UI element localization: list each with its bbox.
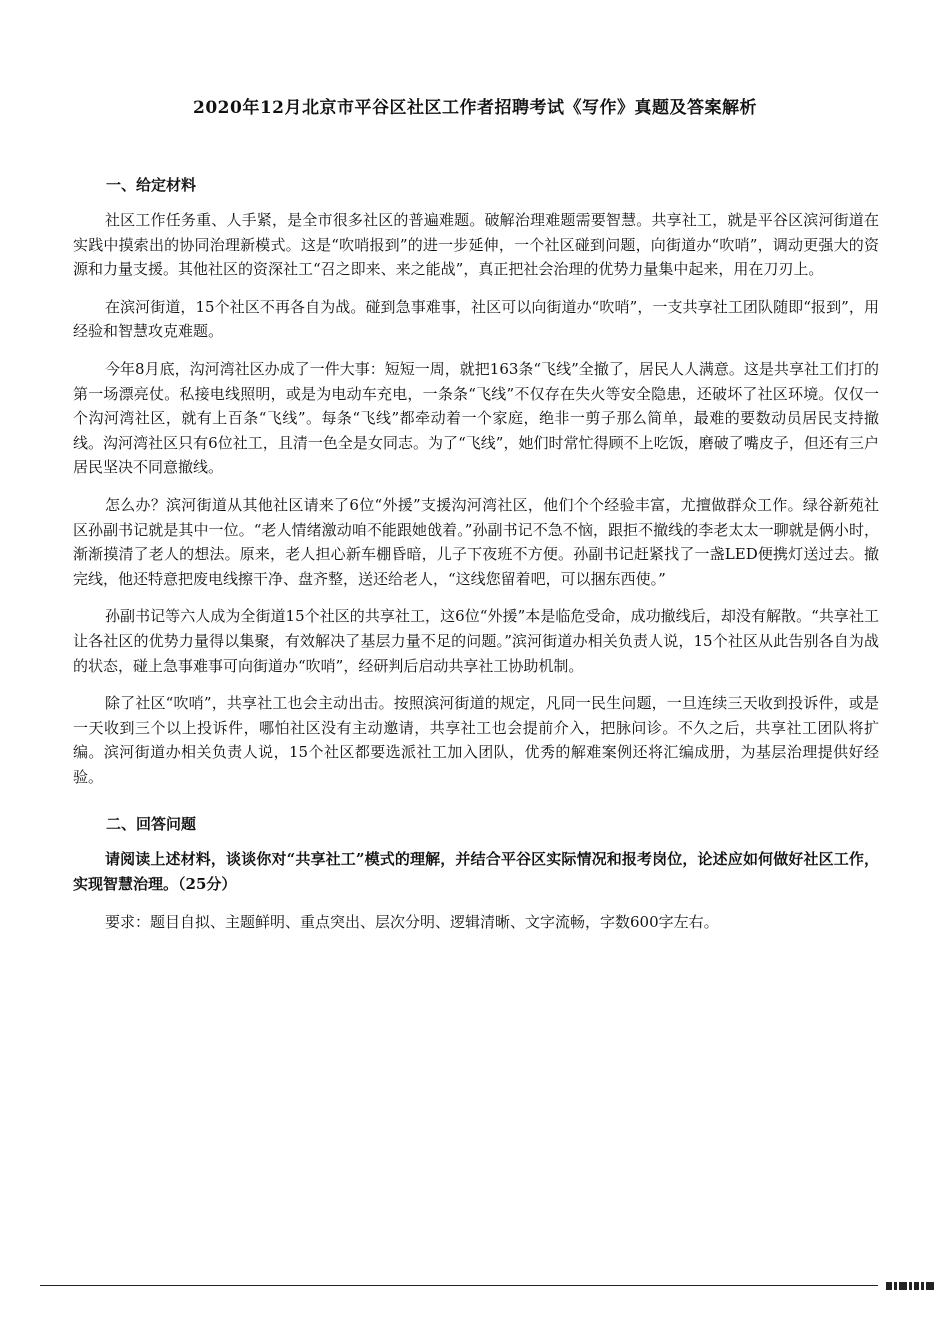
section-heading-questions: 二、回答问题 bbox=[106, 815, 197, 834]
material-paragraph-1: 社区工作任务重、人手紧，是全市很多社区的普遍难题。破解治理难题需要智慧。共享社工，就是平谷区滨河街道在实践中摸索出的协同治理新模式。这是“吹哨报到”的进一步延伸，一个社区碰到问题，向街道办“吹哨”，调动更强大的资源和力量支援。其他社区的资深社工“召之即来、来之能战”，真正把社会治理的优势力量集中起来，用在刀刃上。 bbox=[73, 211, 879, 279]
material-paragraph-4: 怎么办？滨河街道从其他社区请来了6位“外援”支援沟河湾社区，他们个个经验丰富，尤擅做群众工作。绿谷新苑社区孙副书记就是其中一位。“老人情绪激动咱不能跟她戗着。”孙副书记不急不恼，跟拒不撤线的李老太太一聊就是俩小时，渐渐摸清了老人的想法。原来，老人担心新车棚昏暗，儿子下夜班不方便。孙副书记赶紧找了一盏LED便携灯送过去。撤完线，他还特意把废电线擦干净、盘齐整，送还给老人，“这线您留着吧，可以捆东西使。” bbox=[73, 495, 879, 588]
material-paragraph-5: 孙副书记等六人成为全街道15个社区的共享社工，这6位“外援”本是临危受命，成功撤线后，却没有解散。“共享社工让各社区的优势力量得以集聚，有效解决了基层力量不足的问题。”滨河街道办相关负责人说，15个社区从此告别各自为战的状态，碰上急事难事可向街道办“吹哨”，经研判后启动共享社工协助机制。 bbox=[73, 607, 879, 675]
requirement-text: 要求：题目自拟、主题鲜明、重点突出、层次分明、逻辑清晰、文字流畅，字数600字左右。 bbox=[105, 912, 719, 931]
section-heading-materials: 一、给定材料 bbox=[106, 176, 197, 194]
material-paragraph-3: 今年8月底，沟河湾社区办成了一件大事：短短一周，就把163条“飞线”全撤了，居民人人满意。这是共享社工们打的第一场漂亮仗。私接电线照明，或是为电动车充电，一条条“飞线”不仅存在失火等安全隐患，还破坏了社区环境。仅仅一个沟河湾社区，就有上百条“飞线”。每条“飞线”都牵动着一个家庭，绝非一剪子那么简单，最难的要数动员居民支持撤线。沟河湾社区只有6位社工，且清一色全是女同志。为了“飞线”，她们时常忙得顾不上吃饭，磨破了嘴皮子，但还有三户居民坚决不同意撤线。 bbox=[73, 359, 879, 477]
document-title: 2020年12月北京市平谷区社区工作者招聘考试《写作》真题及答案解析 bbox=[193, 98, 757, 118]
footer-divider bbox=[40, 1285, 878, 1286]
question-text: 请阅读上述材料，谈谈你对“共享社工”模式的理解，并结合平谷区实际情况和报考岗位，论述应如何做好社区工作，实现智慧治理。（25分） bbox=[73, 850, 879, 894]
material-paragraph-2: 在滨河街道，15个社区不再各自为战。碰到急事难事，社区可以向街道办“吹哨”，一支共享社工团队随即“报到”，用经验和智慧攻克难题。 bbox=[73, 297, 879, 341]
document-body bbox=[73, 172, 879, 947]
material-paragraph-6: 除了社区“吹哨”，共享社工也会主动出击。按照滨河街道的规定，凡同一民生问题，一旦连续三天收到投诉件，或是一天收到三个以上投诉件，哪怕社区没有主动邀请，共享社工也会提前介入，把脉问诊。不久之后，共享社工团队将扩编。滨河街道办相关负责人说，15个社区都要选派社工加入团队，优秀的解难案例还将汇编成册，为基层治理提供好经验。 bbox=[73, 694, 879, 786]
qr-code-icon bbox=[884, 1280, 944, 1292]
